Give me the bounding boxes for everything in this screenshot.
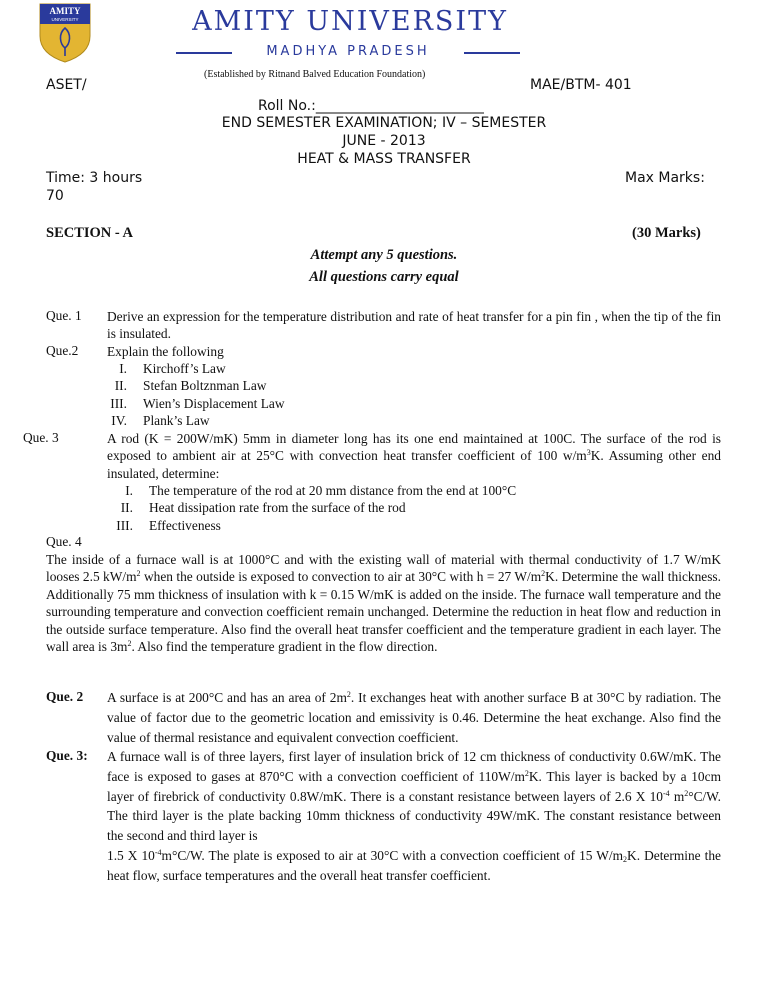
exam-title: END SEMESTER EXAMINATION; IV – SEMESTER — [221, 115, 547, 131]
exam-session: JUNE - 2013 — [342, 133, 426, 149]
logo-subtext: UNIVERSITY — [51, 17, 79, 22]
university-logo — [38, 2, 92, 64]
established-note: (Established by Ritnand Balved Education Foundation) — [204, 69, 426, 80]
list-item: I. The temperature of the rod at 20 mm distance from the end at 100°C — [125, 483, 517, 498]
roll-no: Roll No.:________________________ — [258, 98, 484, 114]
instruction-2: All questions carry equal — [309, 269, 459, 285]
university-name: AMITY UNIVERSITY — [192, 6, 508, 37]
list-item: I. Kirchoff’s Law — [119, 361, 226, 376]
question-1-label: Que. 1 — [46, 308, 82, 323]
exam-time: Time: 3 hours — [46, 170, 143, 186]
instruction-1: Attempt any 5 questions. — [310, 247, 458, 263]
list-item: II. Heat dissipation rate from the surface of the rod — [120, 500, 406, 516]
question-5-label: Que. 2 — [46, 689, 84, 704]
question-3-text: A rod (K = 200W/mK) 5mm in diameter long has its one end maintained at 100C. The surface of the rod is exposed to ambient air at 25°C with convection heat transfer coefficient of 100 $w/m^3K$. Assuming other end insulated, determine: — [107, 431, 721, 481]
section-title: SECTION - A — [46, 225, 134, 241]
question-2-list — [101, 360, 285, 430]
question-4-text: The inside of a furnace wall is at 1000°C and with the existing wall of material with thermal conductivity of 1.7 W/mK looses 2.5 $kW/m^2$ when the outside is exposed to convection to air at 30°C with h = 27 $W/m^2K$. Determine the wall thickness. Additionally 75 mm thickness of insulation with k = 0.15 W/mK is added on the inside. The furnace wall temperature and the surrounding temperature and convection coefficient remain unchanged. Determine the reduction in heat flow and reduction in the outside surface temperature. Also find the overall heat transfer coefficient and the temperature gradient in each layer. The wall area is $3m^2$. Also find the temperature gradient in the flow direction. — [46, 552, 721, 655]
subject-title: HEAT & MASS TRANSFER — [297, 151, 471, 167]
question-2-label: Que.2 — [46, 343, 79, 358]
state-row — [176, 44, 520, 62]
list-item: IV. Plank’s Law — [111, 413, 210, 429]
left-code: ASET/ — [46, 77, 87, 93]
question-6-text: A furnace wall is of three layers, first layer of insulation brick of 12 cm thickness of conductivity 0.6W/mK. The face is exposed to gases at 870°C with a convection coefficient of $110W/m^2K$. This layer is backed by a 10cm layer of firebrick of conductivity 0.8W/mK. There is a constant resistance between layers of 2.6 X $10^{-4}$ $m^2^\circ C/W$. The third layer is the plate backing 10mm thickness of conductivity 49W/mK. The constant resistance between the second and third layer is 1.5 X $10^{-4}m^\circ C/W$. The plate is exposed to air at 30°C with a convection coefficient of 15 $W/m_2K$. Determine the heat flow, surface temperatures and the overall heat transfer coefficient. — [107, 749, 721, 883]
right-rule — [464, 52, 520, 54]
question-6-label: Que. 3: — [46, 748, 88, 763]
question-1-text: Derive an expression for the temperature distribution and rate of heat transfer for a pin fin , when the tip of the fin is insulated. — [107, 309, 721, 342]
question-2-text: Explain the following — [107, 344, 224, 359]
list-item: II. Stefan Boltznman Law — [114, 378, 267, 394]
question-3-label: Que. 3 — [23, 430, 59, 445]
max-marks-value: 70 — [46, 188, 64, 204]
course-code: MAE/BTM- 401 — [530, 77, 632, 93]
section-marks: (30 Marks) — [632, 225, 701, 241]
question-3-list — [107, 482, 516, 534]
question-4-label: Que. 4 — [46, 534, 82, 549]
list-item: III. Wien’s Displacement Law — [110, 395, 285, 411]
max-marks: Max Marks: — [625, 170, 705, 186]
list-item: III. Effectiveness — [116, 517, 221, 533]
state-name: MADHYA PRADESH — [266, 44, 430, 59]
logo-text: AMITY — [49, 6, 81, 16]
question-5-text: A surface is at 200°C and has an area of $2m^2$. It exchanges heat with another surface B at 30°C by radiation. The value of factor due to the geometric location and emissivity is 0.46. Determine the heat exchange. Also find the value of thermal resistance and equivalent convection coefficient. — [107, 690, 721, 745]
